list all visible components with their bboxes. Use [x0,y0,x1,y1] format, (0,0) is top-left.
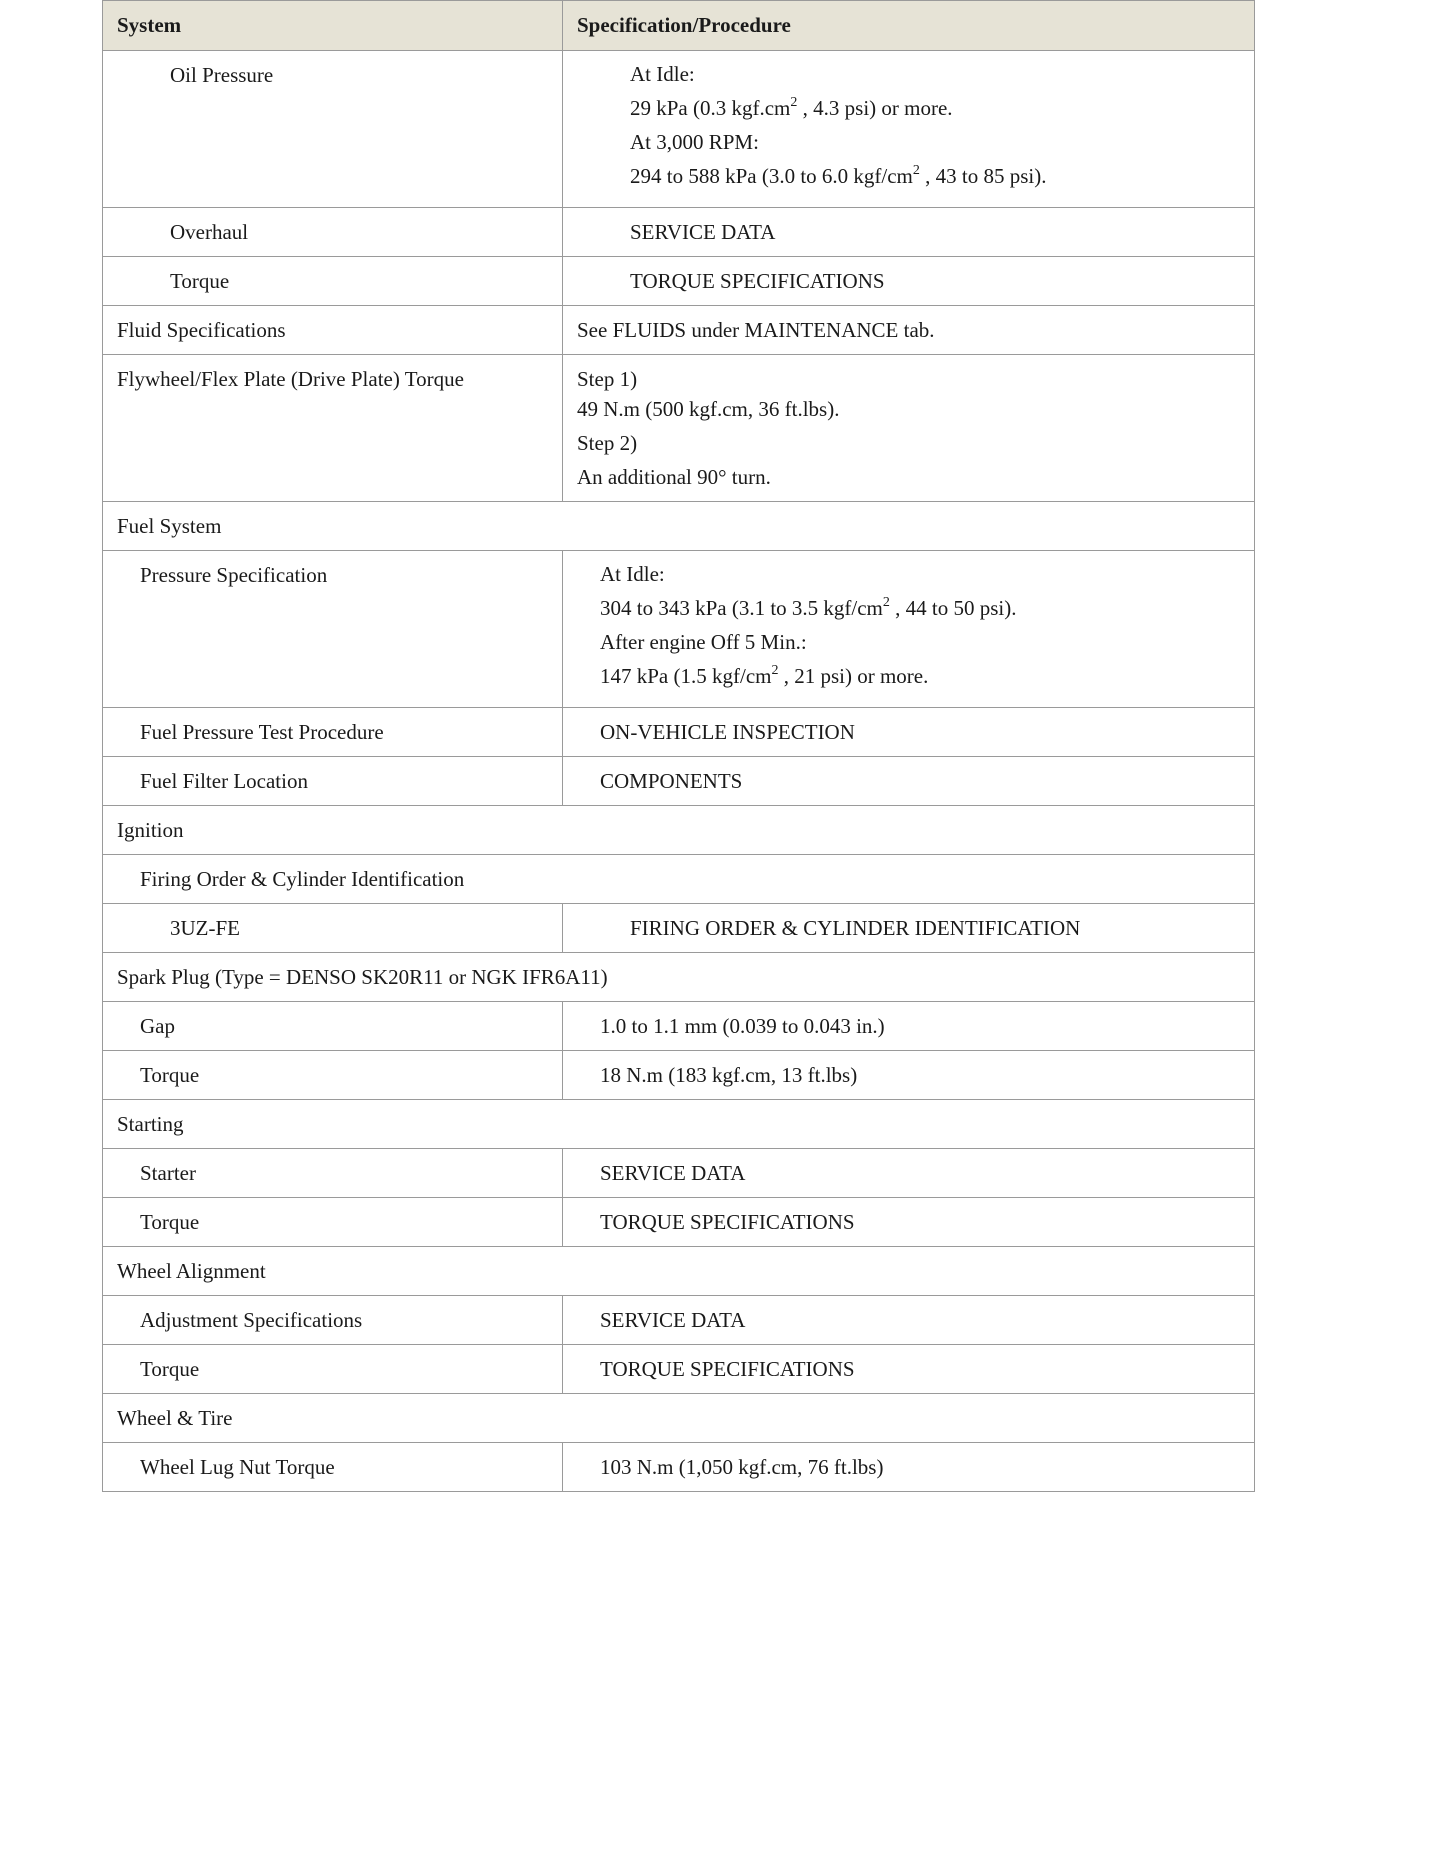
system-cell: Torque [103,1345,563,1394]
system-cell: Flywheel/Flex Plate (Drive Plate) Torque [103,355,563,502]
spec-cell: TORQUE SPECIFICATIONS [563,1345,1255,1394]
table-row [103,708,1255,757]
spec-cell: 18 N.m (183 kgf.cm, 13 ft.lbs) [563,1051,1255,1100]
spec-cell: Step 1) 49 N.m (500 kgf.cm, 36 ft.lbs). Step 2) An additional 90° turn. [563,355,1255,502]
table-row [103,855,1255,904]
table-row [103,1296,1255,1345]
spec-cell: SERVICE DATA [563,1296,1255,1345]
table-row [103,208,1255,257]
table-row [103,1149,1255,1198]
spec-cell: ON-VEHICLE INSPECTION [563,708,1255,757]
section-heading-starting: Starting [103,1100,1255,1149]
table-row [103,1345,1255,1394]
system-cell: Wheel Lug Nut Torque [103,1443,563,1492]
section-heading-fuel-system: Fuel System [103,502,1255,551]
system-cell: Oil Pressure [103,51,563,208]
system-cell: Adjustment Specifications [103,1296,563,1345]
section-heading-wheel-alignment: Wheel Alignment [103,1247,1255,1296]
table-row [103,806,1255,855]
table-row [103,355,1255,502]
spec-cell: SERVICE DATA [563,1149,1255,1198]
system-cell: Torque [103,257,563,306]
table-row [103,306,1255,355]
table-row [103,1100,1255,1149]
table-row [103,551,1255,708]
spec-cell: 103 N.m (1,050 kgf.cm, 76 ft.lbs) [563,1443,1255,1492]
system-cell: Pressure Specification [103,551,563,708]
spec-cell: At Idle: 304 to 343 kPa (3.1 to 3.5 kgf/$cm^2$ , 44 to 50 psi). After engine Off 5 Min.: 147 kPa (1.5 kgf/$cm^2$ , 21 psi) or more. [563,551,1255,708]
spec-cell: TORQUE SPECIFICATIONS [563,1198,1255,1247]
system-cell: Gap [103,1002,563,1051]
spec-cell: SERVICE DATA [563,208,1255,257]
table-row [103,1051,1255,1100]
specifications-table [102,0,1255,1492]
table-row [103,757,1255,806]
system-cell: Fuel Pressure Test Procedure [103,708,563,757]
spec-cell: 1.0 to 1.1 mm (0.039 to 0.043 in.) [563,1002,1255,1051]
table-row [103,1247,1255,1296]
table-row [103,1198,1255,1247]
spec-cell: See FLUIDS under MAINTENANCE tab. [563,306,1255,355]
system-cell: Fluid Specifications [103,306,563,355]
table-row [103,51,1255,208]
header-system: System [103,1,563,51]
table-row [103,1443,1255,1492]
table-row [103,953,1255,1002]
system-cell: Torque [103,1051,563,1100]
system-cell: Starter [103,1149,563,1198]
subsection-heading-firing-order: Firing Order & Cylinder Identification [103,855,1255,904]
system-cell: Torque [103,1198,563,1247]
section-heading-wheel-tire: Wheel & Tire [103,1394,1255,1443]
spec-cell: At Idle: 29 kPa (0.3 $kgf.cm^2$ , 4.3 psi) or more. At 3,000 RPM: 294 to 588 kPa (3.0 to 6.0 kgf/$cm^2$ , 43 to 85 psi). [563,51,1255,208]
table-row [103,904,1255,953]
spec-cell: TORQUE SPECIFICATIONS [563,257,1255,306]
system-cell: 3UZ-FE [103,904,563,953]
table-header-row [103,1,1255,51]
spec-cell: COMPONENTS [563,757,1255,806]
system-cell: Overhaul [103,208,563,257]
table-row [103,1002,1255,1051]
spec-cell: FIRING ORDER & CYLINDER IDENTIFICATION [563,904,1255,953]
table-row [103,1394,1255,1443]
section-heading-ignition: Ignition [103,806,1255,855]
table-row [103,257,1255,306]
system-cell: Fuel Filter Location [103,757,563,806]
table-row [103,502,1255,551]
subsection-heading-spark-plug: Spark Plug (Type = DENSO SK20R11 or NGK IFR6A11) [103,953,1255,1002]
header-specification: Specification/Procedure [563,1,1255,51]
